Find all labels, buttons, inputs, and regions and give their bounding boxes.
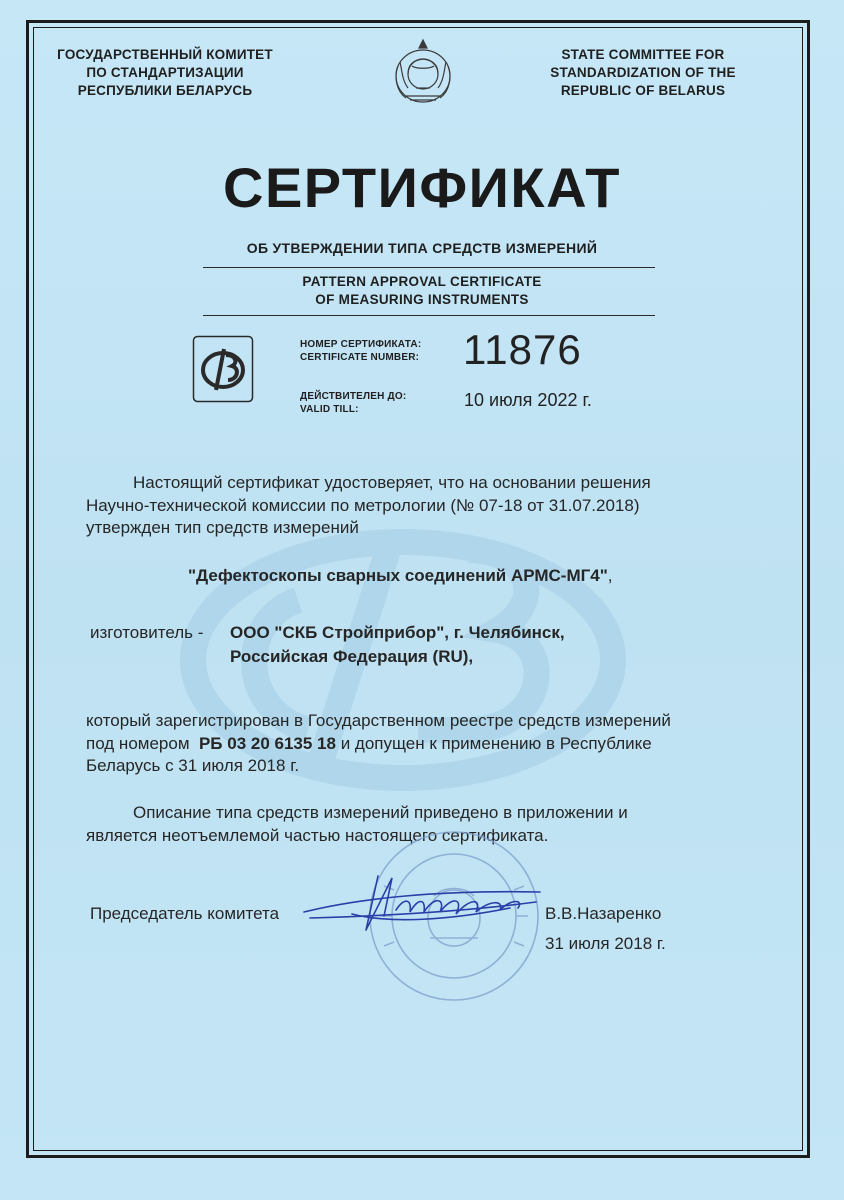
belarus-coat-of-arms-icon [388, 36, 458, 106]
instrument-suffix: , [607, 566, 613, 585]
label-ru: НОМЕР СЕРТИФИКАТА: [300, 339, 422, 350]
signature-icon [300, 868, 550, 948]
header-right-line: STANDARDIZATION OF THE [550, 65, 736, 80]
paragraph-line: Научно-технической комиссии по метрологии (№ 07-18 от 31.07.2018) [86, 496, 640, 515]
document-title: СЕРТИФИКАТ [223, 156, 621, 219]
header-left-line: ПО СТАНДАРТИЗАЦИИ [86, 65, 244, 80]
paragraph-line [86, 733, 652, 755]
committee-name-ru [40, 46, 290, 100]
header-left-line: РЕСПУБЛИКИ БЕЛАРУСЬ [77, 83, 253, 98]
paragraph-line: является неотъемлемой частью настоящего сертификата. [86, 826, 549, 845]
label-ru: ДЕЙСТВИТЕЛЕН ДО: [300, 391, 407, 402]
instrument-name: "Дефектоскопы сварных соединений АРМС-МГ4" [188, 566, 608, 585]
paragraph-line: Настоящий сертификат удостоверяет, что на основании решения [133, 473, 651, 492]
valid-till-label [300, 390, 406, 416]
manufacturer-label: изготовитель - [90, 623, 204, 642]
valid-till-date: 10 июля 2022 г. [464, 390, 592, 410]
manufacturer-name: ООО "СКБ Стройприбор", г. Челябинск, [230, 623, 565, 642]
divider-line [203, 315, 655, 316]
certificate-number: 11876 [463, 326, 582, 373]
divider-line [203, 267, 655, 268]
registry-prefix: под номером [86, 734, 190, 753]
label-en: VALID TILL: [300, 404, 359, 415]
subtitle-en-line: OF MEASURING INSTRUMENTS [315, 292, 529, 307]
subtitle-en [0, 273, 844, 309]
signature-date: 31 июля 2018 г. [545, 934, 666, 953]
subtitle-ru: ОБ УТВЕРЖДЕНИИ ТИПА СРЕДСТВ ИЗМЕРЕНИЙ [246, 240, 598, 256]
paragraph-line: Беларусь с 31 июля 2018 г. [86, 756, 300, 775]
paragraph-line: Описание типа средств измерений приведено в приложении и [133, 803, 628, 822]
subtitle-en-line: PATTERN APPROVAL CERTIFICATE [302, 274, 542, 289]
header-left-line: ГОСУДАРСТВЕННЫЙ КОМИТЕТ [57, 47, 273, 62]
paragraph-line: который зарегистрирован в Государственном реестре средств измерений [86, 711, 671, 730]
signatory-role: Председатель комитета [90, 904, 280, 923]
registry-suffix: и допущен к применению в Республике [340, 734, 652, 753]
registry-number: РБ 03 20 6135 18 [198, 734, 336, 753]
label-en: CERTIFICATE NUMBER: [300, 352, 420, 363]
certificate-number-label [300, 338, 421, 364]
header-right-line: STATE COMMITTEE FOR [561, 47, 725, 62]
manufacturer-country: Российская Федерация (RU), [230, 647, 474, 666]
committee-name-en [518, 46, 768, 100]
paragraph-line: утвержден тип средств измерений [86, 518, 359, 537]
header-right-line: REPUBLIC OF BELARUS [560, 83, 726, 98]
signatory-name: В.В.Назаренко [545, 904, 662, 923]
instrument-name-line [188, 565, 613, 587]
stb-logo-icon [192, 335, 254, 403]
